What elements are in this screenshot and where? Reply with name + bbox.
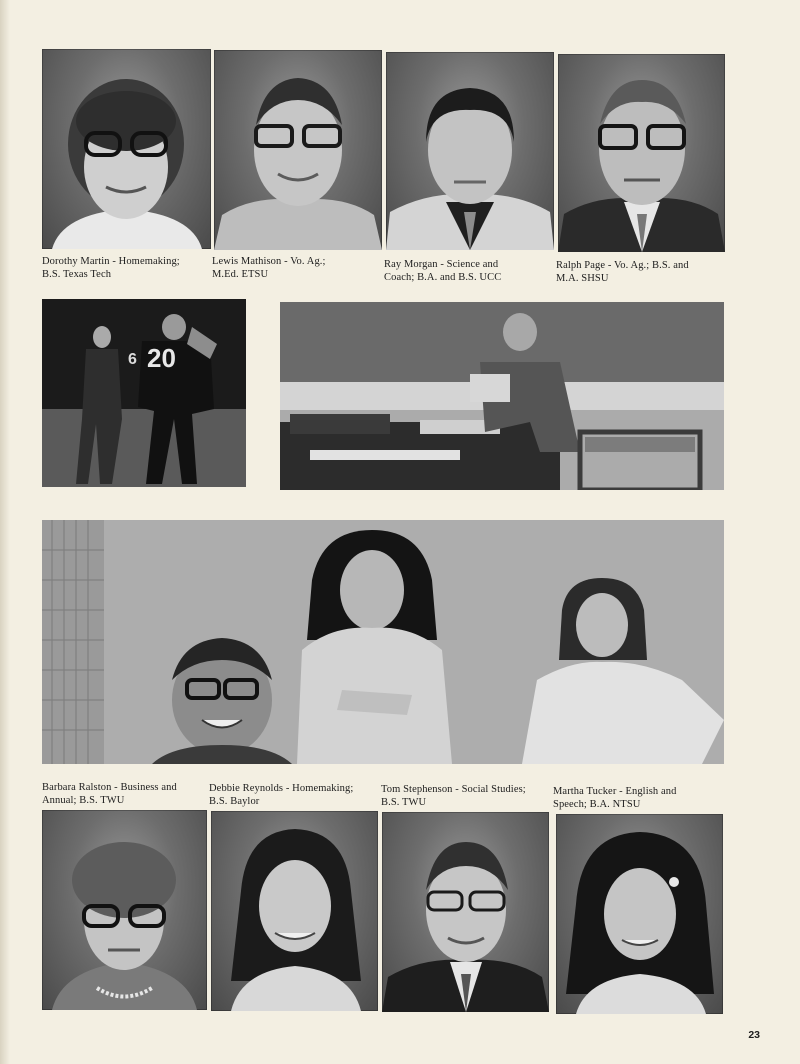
caption-lewis-mathison: Lewis Mathison - Vo. Ag.; M.Ed. ETSU <box>212 256 326 280</box>
jersey-number: 20 <box>147 343 176 373</box>
football-game-photo <box>42 299 246 487</box>
caption-martha-tucker: Martha Tucker - English and Speech; B.A. NTSU <box>553 786 677 810</box>
caption-barbara-ralston: Barbara Ralston - Business and Annual; B.S. TWU <box>42 782 177 806</box>
classroom-teacher-reading-photo <box>280 302 724 490</box>
caption-tom-stephenson: Tom Stephenson - Social Studies; B.S. TWU <box>381 784 526 808</box>
portrait-martha-tucker <box>556 814 723 1014</box>
page-binding-edge <box>0 0 10 1064</box>
caption-debbie-reynolds: Debbie Reynolds - Homemaking; B.S. Baylor <box>209 783 354 807</box>
jersey-side-number: 6 <box>128 351 137 368</box>
caption-dorothy-martin: Dorothy Martin - Homemaking; B.S. Texas Tech <box>42 256 180 280</box>
portrait-tom-stephenson <box>382 812 549 1012</box>
portrait-ray-morgan <box>386 52 554 250</box>
portrait-ralph-page <box>558 54 725 252</box>
portrait-barbara-ralston <box>42 810 207 1010</box>
group-photo-three-teachers <box>42 520 724 764</box>
caption-ray-morgan: Ray Morgan - Science and Coach; B.A. and B.S. UCC <box>384 259 502 283</box>
portrait-dorothy-martin <box>42 49 211 249</box>
portrait-lewis-mathison <box>214 50 382 250</box>
portrait-debbie-reynolds <box>211 811 378 1011</box>
caption-ralph-page: Ralph Page - Vo. Ag.; B.S. and M.A. SHSU <box>556 260 689 284</box>
page-number: 23 <box>748 1029 760 1041</box>
